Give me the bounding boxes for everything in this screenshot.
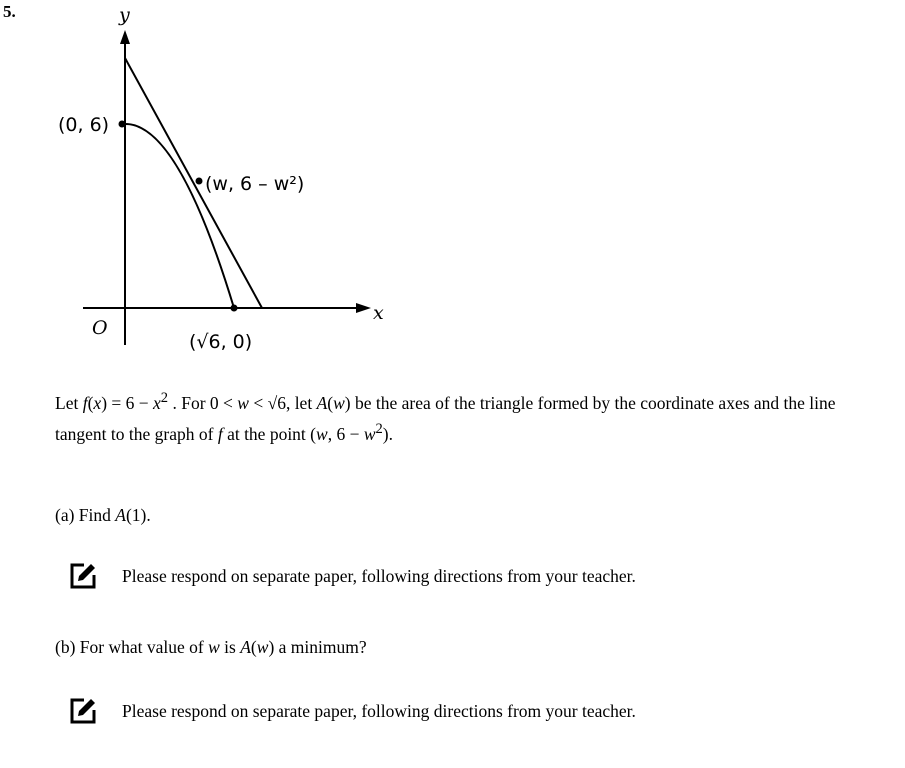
y-axis-arrow [120, 30, 130, 44]
response-note-a [68, 561, 636, 591]
response-text-b: Please respond on separate paper, following directions from your teacher. [122, 700, 636, 721]
x-axis-arrow [356, 303, 371, 313]
pencil-square-icon [68, 696, 98, 726]
response-note-b [68, 696, 636, 726]
x-axis-label: x [373, 302, 384, 324]
point-x-intercept-label: (√6, 0) [189, 331, 253, 353]
part-b-question: (b) For what value of w is A(w) a minimum? [55, 637, 367, 657]
parabola-curve [125, 124, 234, 308]
origin-label: O [92, 317, 108, 339]
response-text-a: Please respond on separate paper, following directions from your teacher. [122, 565, 636, 586]
point-y-intercept-label: (0, 6) [58, 114, 110, 136]
point-y-intercept-dot [119, 121, 126, 128]
point-tangent-dot [196, 178, 203, 185]
pencil-square-icon [68, 561, 98, 591]
point-x-intercept-dot [231, 305, 238, 312]
point-tangent-label: (w, 6 – w²) [205, 173, 305, 195]
problem-statement: Let $f(x) = 6 - x^2$ . For 0 < w < √6, let A(w) be the area of the triangle formed by the coordinate axes and the line tangent to the graph of f at the point (w, $6 - w^2$). [55, 390, 836, 444]
question-number: 5. [3, 2, 16, 21]
part-a-question: (a) Find A(1). [55, 505, 151, 525]
graph-figure [0, 0, 905, 380]
y-axis-label: y [119, 4, 130, 26]
